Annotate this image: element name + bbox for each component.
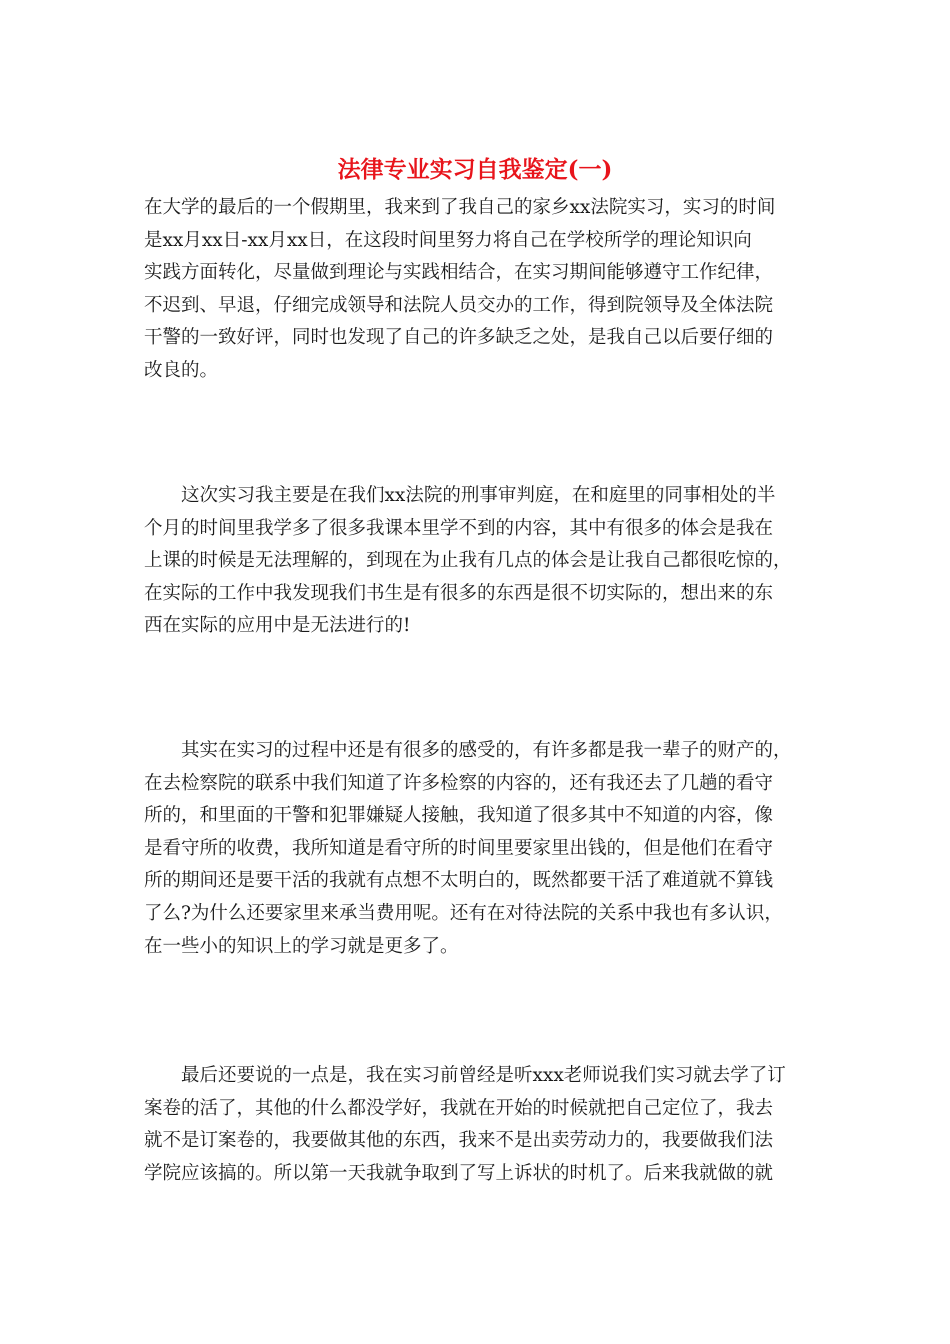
- paragraph-1: [144, 192, 804, 388]
- text-line: 在大学的最后的一个假期里，我来到了我自己的家乡xx法院实习，实习的时间: [144, 197, 776, 218]
- text-line: 其实在实习的过程中还是有很多的感受的，有许多都是我一辈子的财产的，: [144, 740, 792, 761]
- text-line: 学院应该搞的。所以第一天我就争取到了写上诉状的时机了。后来我就做的就: [144, 1162, 774, 1184]
- text-line: 就不是订案卷的，我要做其他的东西，我来不是出卖劳动力的，我要做我们法: [144, 1130, 774, 1152]
- paragraph-3: [144, 735, 804, 963]
- text-line: 干警的一致好评，同时也发现了自己的许多缺乏之处，是我自己以后要仔细的: [144, 327, 774, 349]
- paragraph-4: [144, 1060, 804, 1190]
- text-line: 了么?为什么还要家里来承当费用呢。还有在对待法院的关系中我也有多认识，: [144, 902, 783, 924]
- text-line: 所的期间还是要干活的我就有点想不太明白的，既然都要干活了难道就不算钱: [144, 870, 774, 892]
- paragraph-2: [144, 480, 804, 643]
- text-line: 西在实际的应用中是无法进行的!: [144, 615, 411, 637]
- document-title: 法律专业实习自我鉴定(一): [337, 156, 613, 183]
- text-line: 是xx月xx日-xx月xx日，在这段时间里努力将自己在学校所学的理论知识向: [144, 229, 752, 251]
- text-line: 案卷的活了，其他的什么都没学好，我就在开始的时候就把自己定位了，我去: [144, 1097, 774, 1119]
- text-line: 最后还要说的一点是，我在实习前曾经是听xxx老师说我们实习就去学了订: [144, 1065, 786, 1086]
- text-line: 这次实习我主要是在我们xx法院的刑事审判庭，在和庭里的同事相处的半: [144, 485, 776, 506]
- text-line: 不迟到、早退，仔细完成领导和法院人员交办的工作，得到院领导及全体法院: [144, 294, 774, 316]
- text-line: 是看守所的收费，我所知道是看守所的时间里要家里出钱的，但是他们在看守: [144, 837, 774, 859]
- text-line: 个月的时间里我学多了很多我课本里学不到的内容，其中有很多的体会是我在: [144, 517, 774, 539]
- text-line: 在去检察院的联系中我们知道了许多检察的内容的，还有我还去了几趟的看守: [144, 772, 774, 794]
- text-line: 所的，和里面的干警和犯罪嫌疑人接触，我知道了很多其中不知道的内容，像: [144, 805, 774, 827]
- text-line: 改良的。: [144, 359, 219, 381]
- text-line: 在实际的工作中我发现我们书生是有很多的东西是很不切实际的，想出来的东: [144, 582, 774, 604]
- text-line: 上课的时候是无法理解的，到现在为止我有几点的体会是让我自己都很吃惊的，: [144, 550, 792, 572]
- text-line: 实践方面转化，尽量做到理论与实践相结合，在实习期间能够遵守工作纪律，: [144, 262, 774, 284]
- text-line: 在一些小的知识上的学习就是更多了。: [144, 935, 459, 957]
